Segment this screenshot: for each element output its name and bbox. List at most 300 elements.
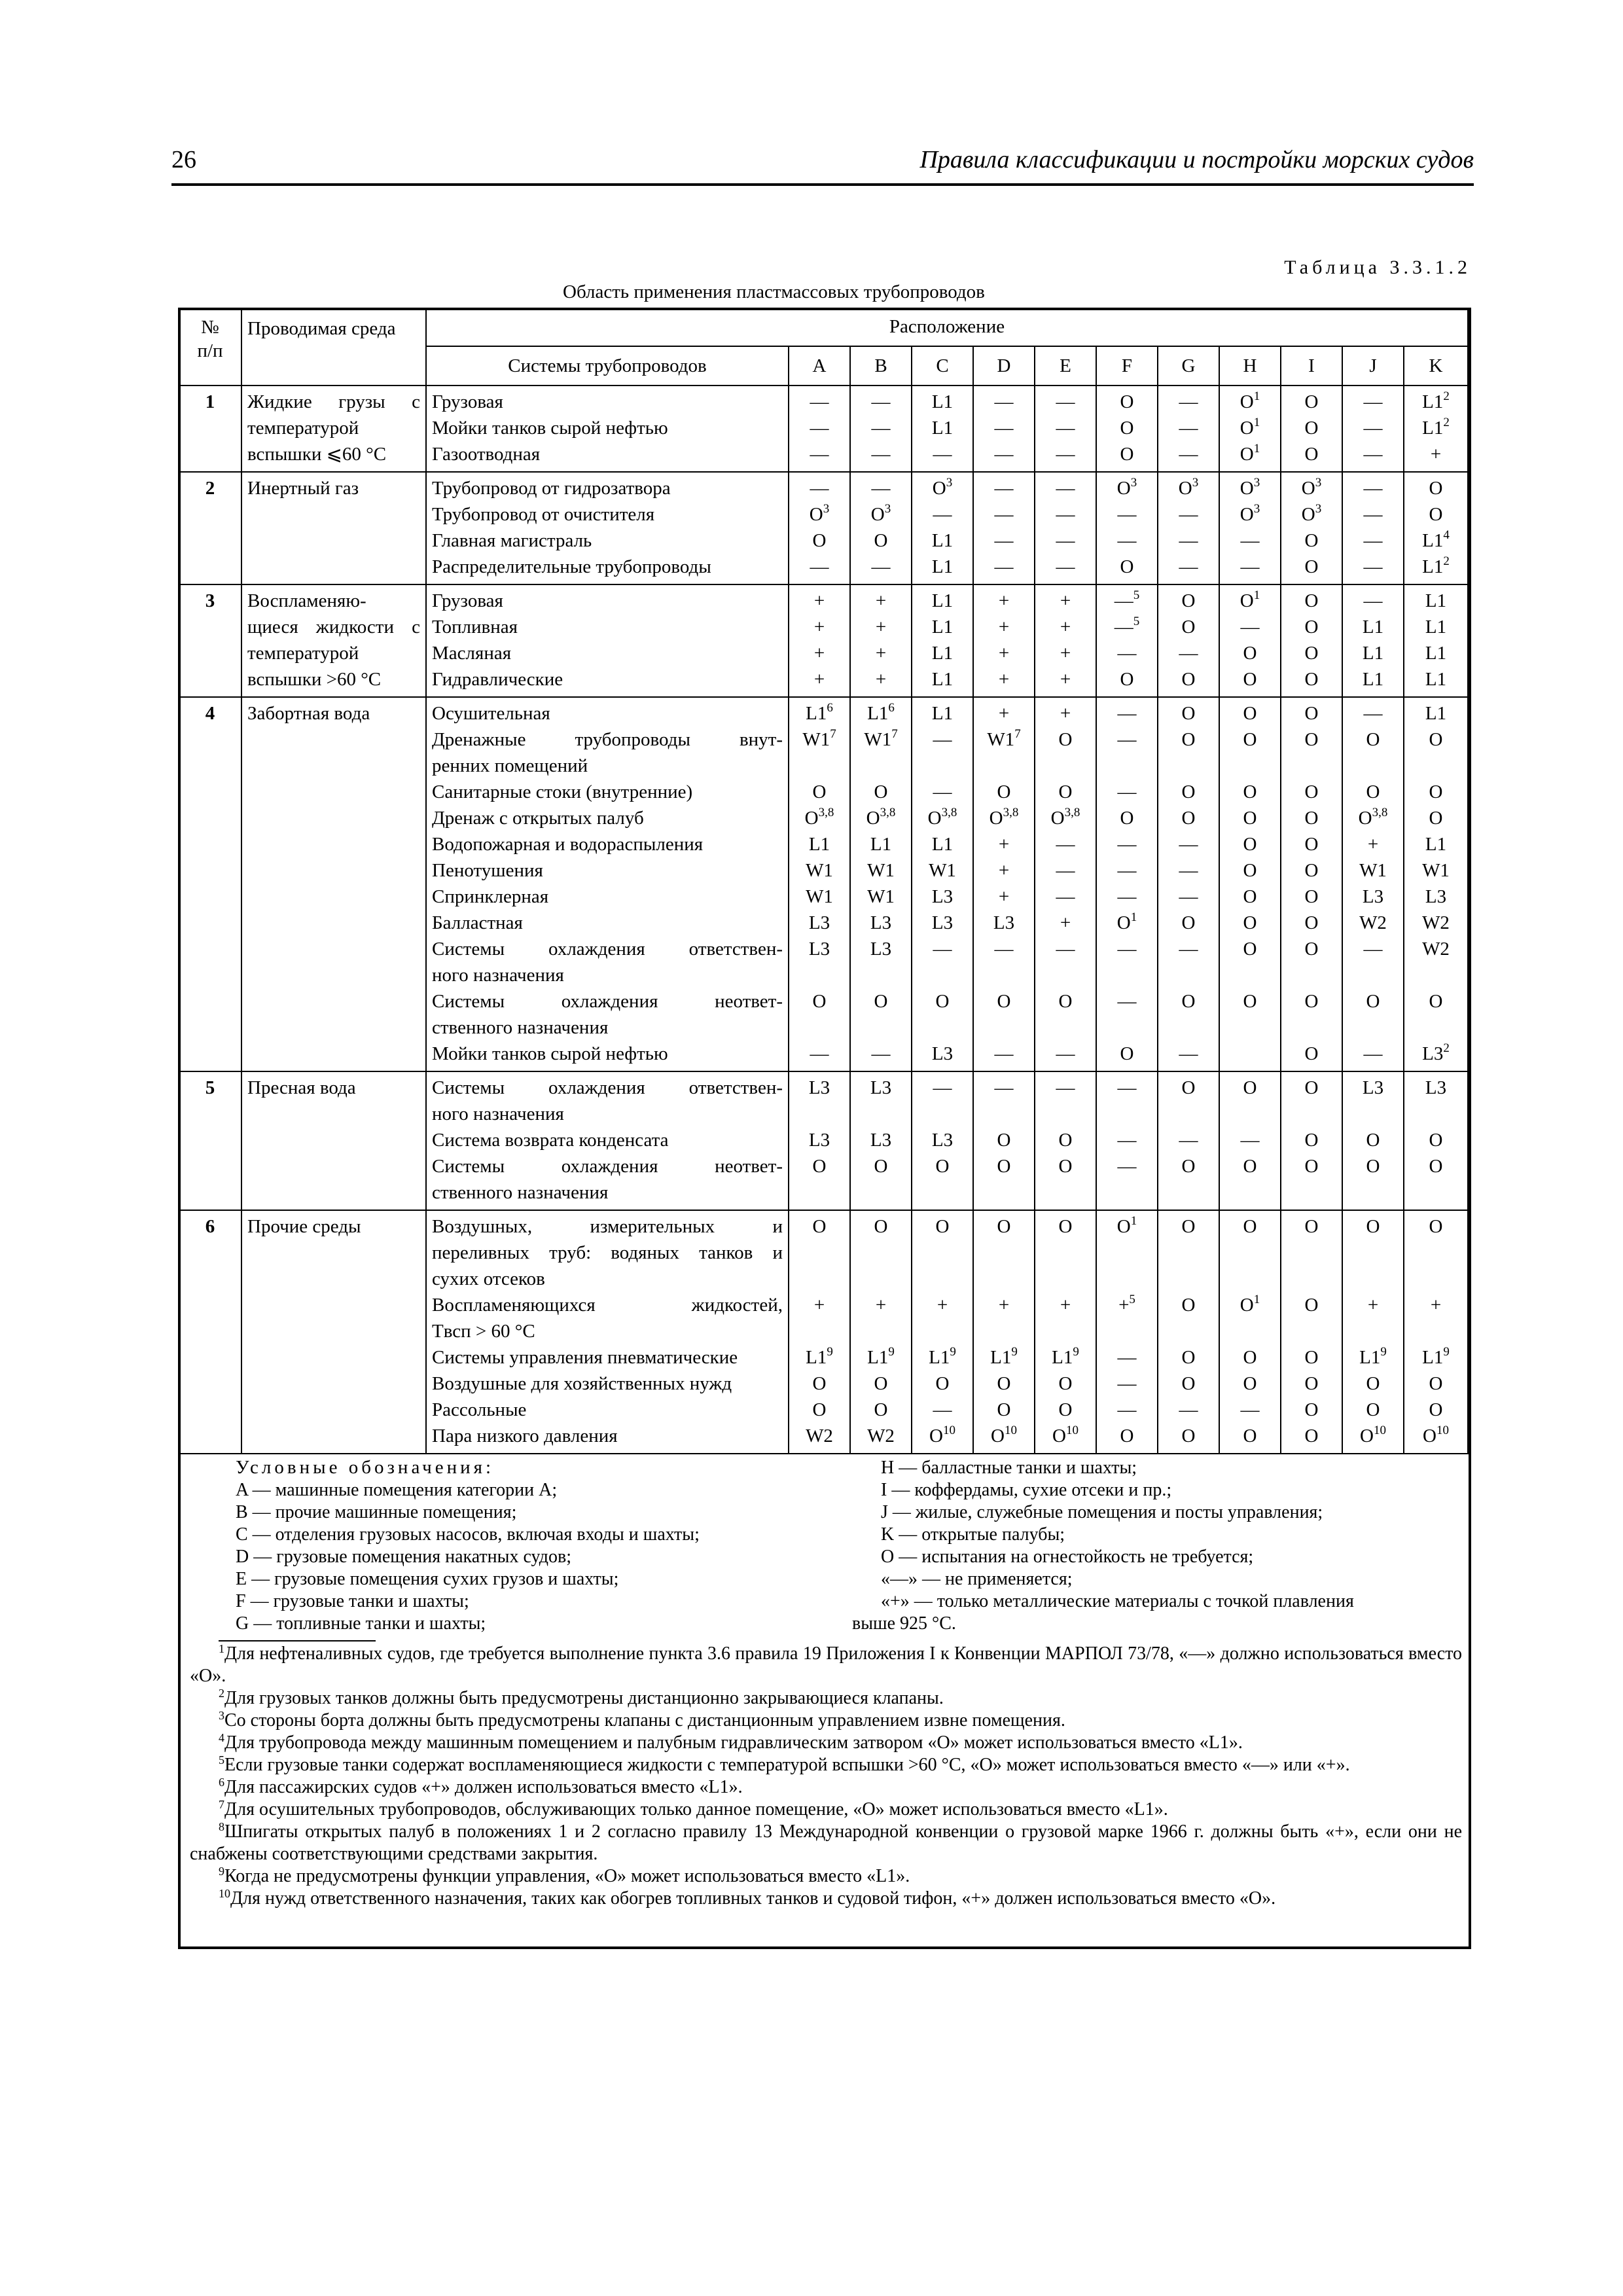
cell-value: L1 [1425, 617, 1447, 637]
cell-value: O [812, 1399, 827, 1420]
cell-value: — [1117, 1130, 1137, 1151]
cell-value: O [1366, 729, 1380, 750]
cell-value: O [1366, 1130, 1380, 1151]
legend-item: «+» — только металлические материалы с точкой плавления [881, 1591, 1354, 1611]
systems-header: Системы трубопроводов [426, 346, 789, 386]
footnote-text: Если грузовые танки содержат воспламеняющиеся жидкости с температурой вспышки >60 °C, «O» может использоваться вместо «—» или «+». [224, 1755, 1350, 1775]
footnote-1 [190, 1643, 1462, 1687]
cell-value: $O^1$ [1240, 588, 1260, 611]
cell-value: O [1304, 1373, 1319, 1394]
row-number: 2 [179, 472, 241, 584]
cell-value: O [1120, 418, 1134, 439]
system-line: ственного назначения [432, 1182, 609, 1203]
cell-value: O [997, 781, 1011, 802]
cell-value: O [1304, 1347, 1319, 1368]
system-line: Спринклерная [432, 886, 549, 907]
system-line: Воздушные для хозяйственных нужд [432, 1373, 732, 1394]
system-line: ного назначения [432, 965, 564, 986]
medium-line: Жидкие грузы с [247, 391, 420, 412]
cell-value: — [933, 939, 952, 960]
cell-value: — [1117, 886, 1137, 907]
system-line: Дренаж с открытых палуб [432, 808, 644, 829]
table-number: Таблица 3.3.1.2 [1284, 257, 1471, 278]
cell-value: — [1117, 504, 1137, 525]
cell-value: O [1181, 781, 1196, 802]
cell-value: $O^3$ [870, 502, 891, 525]
cell-value: O [1181, 669, 1196, 690]
num-header-line: № [201, 317, 219, 338]
legend-item: D — грузовые помещения накатных судов; [236, 1547, 571, 1567]
cell-value: + [875, 669, 887, 690]
column-header-b: B [850, 346, 912, 386]
cell-value: — [1056, 886, 1075, 907]
cell-value: O [1429, 1373, 1443, 1394]
medium-header: Проводимая среда [241, 308, 426, 386]
cell-value: — [1056, 1043, 1075, 1064]
cell-value: — [994, 504, 1014, 525]
cell-value: L1 [931, 834, 954, 855]
cell-value: O [1429, 808, 1443, 829]
cell-value: + [813, 643, 825, 664]
legend-item: «—» — не применяется; [881, 1569, 1073, 1589]
cell-value: — [1117, 1373, 1137, 1394]
legend-item: K — открытые палубы; [881, 1524, 1065, 1545]
cell-value: $O^3$ [1240, 502, 1260, 525]
cell-value: $L1^6$ [806, 701, 833, 724]
cell-value: $O^3$ [1116, 476, 1137, 499]
footnote-marker: 4 [219, 1731, 224, 1744]
cell-value: O [874, 1399, 888, 1420]
cell-value: O [1181, 808, 1196, 829]
system-line: Система возврата конденсата [432, 1130, 669, 1151]
system-line: переливных труб: водяных танков и [432, 1242, 783, 1263]
cell-value: O [1429, 781, 1443, 802]
cell-value: —$^5$ [1114, 588, 1140, 611]
cell-value: O [812, 781, 827, 802]
cell-value: O [1181, 729, 1196, 750]
cell-value: $O^1$ [1240, 389, 1260, 412]
medium-line: вспышки >60 °C [247, 669, 382, 690]
cell-value: — [871, 556, 891, 577]
cell-value: — [1117, 703, 1137, 724]
row-number: 4 [179, 697, 241, 1071]
cell-value: $O^{10}$ [1423, 1424, 1449, 1446]
cell-value: — [1240, 617, 1260, 637]
cell-value: O [1366, 1373, 1380, 1394]
cell-value: — [1056, 530, 1075, 551]
cell-value: O [1243, 860, 1257, 881]
cell-value: — [933, 504, 952, 525]
cell-value: O [935, 1216, 950, 1237]
cell-value: — [1179, 530, 1198, 551]
system-line: ственного назначения [432, 1017, 609, 1038]
cell-value: — [933, 444, 952, 465]
footnote-6 [190, 1776, 1462, 1799]
cell-value: O [1304, 991, 1319, 1012]
cell-value: L1 [931, 643, 954, 664]
cell-value: + [998, 703, 1010, 724]
cell-value: O [874, 1373, 888, 1394]
cell-value: $L1^9$ [990, 1345, 1018, 1368]
cell-value: + [1060, 1295, 1071, 1316]
cell-value: O [1304, 703, 1319, 724]
system-line: Мойки танков сырой нефтью [432, 1043, 668, 1064]
cell-value: $O^{10}$ [991, 1424, 1017, 1446]
cell-value: $L1^9$ [806, 1345, 833, 1368]
cell-value: $L1^9$ [1359, 1345, 1387, 1368]
column-header-e: E [1035, 346, 1096, 386]
footnote-text: Когда не предусмотрены функции управления, «O» может использоваться вместо «L1». [224, 1866, 910, 1886]
cell-value: + [998, 669, 1010, 690]
cell-value: O [1181, 1347, 1196, 1368]
cell-value: $L1^2$ [1422, 389, 1450, 412]
cell-value: + [998, 860, 1010, 881]
cell-value: L3 [1362, 1077, 1384, 1098]
cell-value: — [1117, 860, 1137, 881]
cell-value: O [1304, 444, 1319, 465]
cell-value: L3 [993, 912, 1015, 933]
cell-value: O [1243, 1156, 1257, 1177]
cell-value: O [997, 1216, 1011, 1237]
cell-value: O [997, 1130, 1011, 1151]
cell-value: O [1304, 556, 1319, 577]
footnote-marker: 7 [219, 1798, 224, 1811]
cell-value: O [1304, 1156, 1319, 1177]
cell-value: O [1058, 1156, 1073, 1177]
footnote-5 [190, 1754, 1462, 1776]
cell-value: $O^1$ [1240, 1293, 1260, 1316]
cell-value: — [994, 444, 1014, 465]
cell-value: O [1120, 391, 1134, 412]
medium-line: температурой [247, 418, 359, 439]
cell-value: — [1179, 643, 1198, 664]
cell-value: O$^{3,8}$ [804, 806, 834, 829]
cell-value: O [1304, 1426, 1319, 1446]
cell-value: — [1117, 1399, 1137, 1420]
footnote-marker: 3 [219, 1709, 224, 1722]
cell-value: — [1117, 1347, 1137, 1368]
cell-value: O [997, 991, 1011, 1012]
cell-value: L3 [870, 1077, 892, 1098]
footnote-marker: 10 [219, 1887, 230, 1900]
medium-line: Забортная вода [247, 703, 370, 724]
cell-value: — [810, 444, 829, 465]
system-line: Трубопровод от очистителя [432, 504, 655, 525]
footnote-text: Для пассажирских судов «+» должен использоваться вместо «L1». [224, 1777, 743, 1797]
cell-value: O [1429, 1399, 1443, 1420]
cell-value: — [1179, 886, 1198, 907]
cell-value: O [1304, 590, 1319, 611]
cell-value: — [1056, 418, 1075, 439]
cell-value: $L1^6$ [867, 701, 895, 724]
system-line: Санитарные стоки (внутренние) [432, 781, 693, 802]
system-line: Системы управления пневматические [432, 1347, 738, 1368]
cell-value: O [874, 781, 888, 802]
cell-value: — [1117, 643, 1137, 664]
cell-value: — [1240, 1399, 1260, 1420]
footnote-10 [190, 1888, 1462, 1910]
cell-value: L1 [1425, 834, 1447, 855]
column-header-c: C [912, 346, 973, 386]
cell-value: O [1304, 418, 1319, 439]
medium-line: температурой [247, 643, 359, 664]
cell-value: $O^{10}$ [929, 1424, 955, 1446]
cell-value: L3 [931, 1130, 954, 1151]
cell-value: O$^{3,8}$ [927, 806, 957, 829]
cell-value: $L1^2$ [1422, 554, 1450, 577]
cell-value: O [1304, 912, 1319, 933]
legend-item: E — грузовые помещения сухих грузов и шахты; [236, 1569, 619, 1589]
running-title: Правила классификации и постройки морских судов [919, 146, 1474, 173]
cell-value: O [1429, 478, 1443, 499]
cell-value: O [1058, 729, 1073, 750]
cell-value: + [813, 617, 825, 637]
cell-value: O [1366, 991, 1380, 1012]
cell-value: O [1120, 556, 1134, 577]
cell-value: W1 [1359, 860, 1387, 881]
cell-value: O [1366, 1399, 1380, 1420]
cell-value: — [1179, 444, 1198, 465]
cell-value: O [1366, 1156, 1380, 1177]
cell-value: $O^{10}$ [1052, 1424, 1079, 1446]
cell-value: L3 [808, 1130, 830, 1151]
footnote-marker: 9 [219, 1865, 224, 1878]
cell-value: O$^{3,8}$ [989, 806, 1019, 829]
cell-value: O [874, 530, 888, 551]
cell-value: $L1^9$ [867, 1345, 895, 1368]
system-line: Системы охлаждения ответствен- [432, 1077, 783, 1098]
medium-line: Пресная вода [247, 1077, 356, 1098]
cell-value: L3 [1425, 1077, 1447, 1098]
system-line: Дренажные трубопроводы внут- [432, 729, 783, 750]
footnotes [190, 1643, 1462, 1910]
system-line: Трубопровод от гидрозатвора [432, 478, 671, 499]
cell-value: + [1430, 444, 1442, 465]
cell-value: + [1060, 590, 1071, 611]
system-line: Рассольные [432, 1399, 527, 1420]
cell-value: $O^1$ [1116, 910, 1137, 933]
cell-value: O [997, 1373, 1011, 1394]
cell-value: O [1429, 1130, 1443, 1151]
cell-value: W1 [867, 860, 895, 881]
cell-value: O [1181, 1077, 1196, 1098]
cell-value: O [812, 1216, 827, 1237]
cell-value: O [1304, 1216, 1319, 1237]
cell-value: + [813, 1295, 825, 1316]
cell-value: O [1243, 886, 1257, 907]
cell-value: — [1056, 939, 1075, 960]
cell-value: — [933, 729, 952, 750]
cell-value: — [1056, 478, 1075, 499]
cell-value: O [1181, 912, 1196, 933]
cell-value: — [1117, 729, 1137, 750]
cell-value: O [1243, 912, 1257, 933]
cell-value: + [1060, 617, 1071, 637]
cell-value: O [1304, 669, 1319, 690]
cell-value: — [1179, 1130, 1198, 1151]
cell-value: $L1^2$ [1422, 416, 1450, 439]
cell-value: — [1179, 1043, 1198, 1064]
cell-value: O [1304, 1077, 1319, 1098]
cell-value: — [1056, 504, 1075, 525]
cell-value: —$^5$ [1114, 615, 1140, 637]
cell-value: — [1056, 1077, 1075, 1098]
system-line: Пенотушения [432, 860, 543, 881]
cell-value: W2 [1422, 912, 1450, 933]
cell-value: O [812, 1373, 827, 1394]
cell-value: O [1181, 1373, 1196, 1394]
system-line: Водопожарная и водораспыления [432, 834, 704, 855]
cell-value: O [1058, 1399, 1073, 1420]
cell-value: O [874, 1156, 888, 1177]
cell-value: O [1243, 643, 1257, 664]
cell-value: O [1366, 781, 1380, 802]
row-number: 3 [179, 584, 241, 697]
cell-value: $O^3$ [932, 476, 953, 499]
cell-value: — [994, 1077, 1014, 1098]
system-line: Грузовая [432, 391, 503, 412]
cell-value: $W1^7$ [802, 727, 836, 750]
cell-value: — [1363, 504, 1383, 525]
cell-value: + [998, 1295, 1010, 1316]
cell-value: — [1056, 834, 1075, 855]
cell-value: O [1429, 729, 1443, 750]
cell-value: L3 [808, 1077, 830, 1098]
cell-value: L1 [1425, 703, 1447, 724]
cell-value: — [994, 530, 1014, 551]
cell-value: L1 [1362, 669, 1384, 690]
cell-value: + [875, 1295, 887, 1316]
footnote-marker: 2 [219, 1687, 224, 1700]
cell-value: $O^1$ [1240, 442, 1260, 465]
cell-value: — [1240, 1130, 1260, 1151]
footnote-rule [219, 1640, 376, 1641]
cell-value: O [1181, 991, 1196, 1012]
cell-value: O [1304, 1399, 1319, 1420]
cell-value: + [1430, 1295, 1442, 1316]
cell-value: L3 [931, 912, 954, 933]
system-line: Распределительные трубопроводы [432, 556, 711, 577]
cell-value: L3 [808, 912, 830, 933]
cell-value: W2 [806, 1426, 833, 1446]
legend-item: I — коффердамы, сухие отсеки и пр.; [881, 1480, 1172, 1500]
system-line: Газоотводная [432, 444, 541, 465]
footnote-8 [190, 1821, 1462, 1865]
footnote-3 [190, 1710, 1462, 1732]
cell-value: — [1363, 530, 1383, 551]
cell-value: L1 [931, 391, 954, 412]
column-header-g: G [1158, 346, 1219, 386]
cell-value: — [1179, 1399, 1198, 1420]
cell-value: L1 [931, 669, 954, 690]
footnote-marker: 6 [219, 1776, 224, 1789]
cell-value: O [1243, 1426, 1257, 1446]
legend-item: B — прочие машинные помещения; [236, 1502, 517, 1522]
medium-line: вспышки ⩽60 °C [247, 444, 387, 465]
cell-value: O [1429, 504, 1443, 525]
cell-value: O [1243, 1347, 1257, 1368]
cell-value: — [1363, 478, 1383, 499]
cell-value: — [994, 478, 1014, 499]
system-line: Системы охлаждения неответ- [432, 991, 783, 1012]
cell-value: — [1117, 834, 1137, 855]
legend-item: O — испытания на огнестойкость не требуется; [881, 1547, 1254, 1567]
cell-value: + [998, 886, 1010, 907]
medium-line: Прочие среды [247, 1216, 361, 1237]
cell-value: — [933, 781, 952, 802]
cell-value: — [994, 939, 1014, 960]
cell-value: — [994, 556, 1014, 577]
cell-value: + [875, 590, 887, 611]
cell-value: O [1304, 886, 1319, 907]
cell-value: L1 [870, 834, 892, 855]
cell-value: — [810, 478, 829, 499]
cell-value: O [1181, 1426, 1196, 1446]
cell-value: O [1181, 590, 1196, 611]
cell-value: — [810, 418, 829, 439]
system-line: Воспламеняющихся жидкостей, [432, 1295, 783, 1316]
cell-value: O [935, 991, 950, 1012]
cell-value: $O^3$ [1240, 476, 1260, 499]
system-line: Гидравлические [432, 669, 563, 690]
cell-value: — [1056, 444, 1075, 465]
cell-value: — [1117, 1077, 1137, 1098]
cell-value: — [1363, 590, 1383, 611]
cell-value: + [813, 669, 825, 690]
location-header: Расположение [426, 308, 1468, 346]
cell-value: O$^{3,8}$ [1050, 806, 1080, 829]
cell-value: L3 [931, 886, 954, 907]
cell-value: — [810, 556, 829, 577]
cell-value: O [1058, 781, 1073, 802]
cell-value: — [1240, 530, 1260, 551]
cell-value: — [994, 418, 1014, 439]
cell-value: O [1304, 834, 1319, 855]
cell-value: O [1243, 991, 1257, 1012]
system-line: Балластная [432, 912, 523, 933]
cell-value: L3 [931, 1043, 954, 1064]
cell-value: L1 [931, 530, 954, 551]
footnote-7 [190, 1799, 1462, 1821]
cell-value: — [1240, 556, 1260, 577]
cell-value: O [1304, 939, 1319, 960]
cell-value: O [1181, 703, 1196, 724]
legend-title: Условные обозначения: [236, 1457, 495, 1478]
cell-value: — [871, 444, 891, 465]
footnote-2 [190, 1687, 1462, 1710]
system-line: Масляная [432, 643, 512, 664]
cell-value: $O^3$ [809, 502, 830, 525]
footnote-marker: 5 [219, 1753, 224, 1767]
cell-value: W1 [929, 860, 956, 881]
cell-value: — [1056, 860, 1075, 881]
row-number: 5 [179, 1071, 241, 1210]
system-line: Системы охлаждения ответствен- [432, 939, 783, 960]
cell-value: O$^{3,8}$ [1358, 806, 1388, 829]
cell-value: O [1304, 808, 1319, 829]
cell-value: — [1179, 556, 1198, 577]
cell-value: $O^3$ [1301, 502, 1322, 525]
cell-value: L3 [870, 912, 892, 933]
cell-value: O [1181, 1295, 1196, 1316]
row-number: 1 [179, 386, 241, 472]
cell-value: O [1429, 991, 1443, 1012]
footnote-9 [190, 1865, 1462, 1888]
medium-line: Инертный газ [247, 478, 359, 499]
cell-value: W2 [1422, 939, 1450, 960]
cell-value: — [994, 391, 1014, 412]
footnote-text: Для трубопровода между машинным помещением и палубным гидравлическим затвором «O» может использоваться вместо «L1». [224, 1732, 1243, 1753]
